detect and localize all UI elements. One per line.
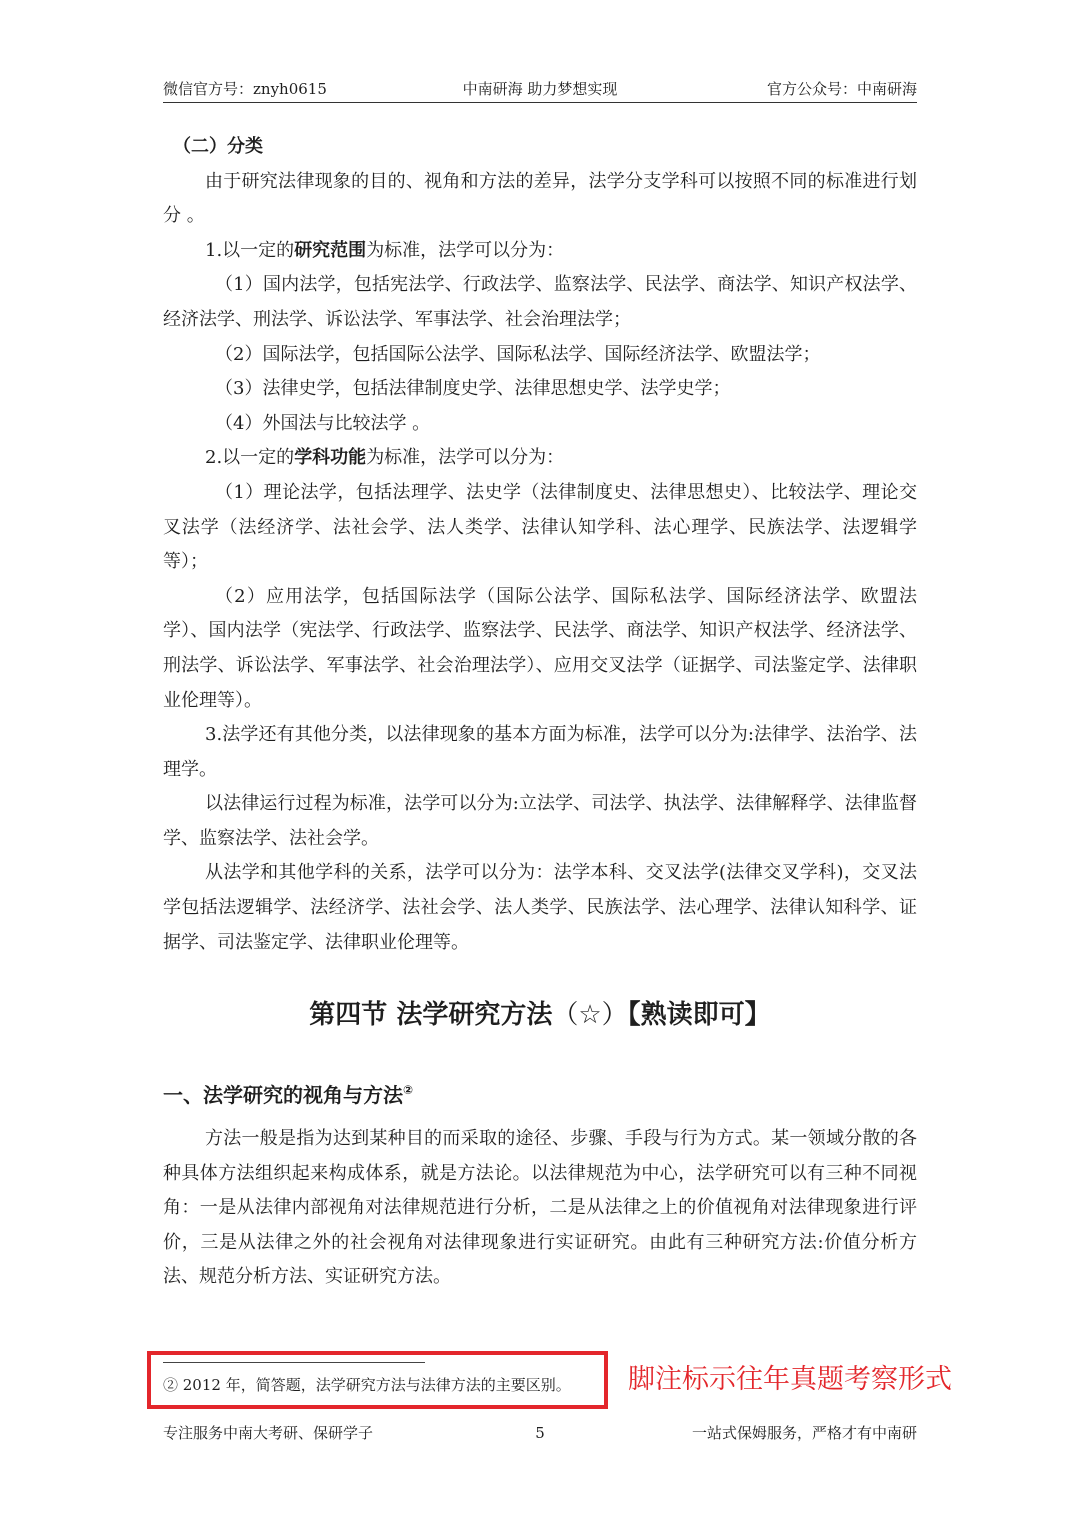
footer-left: 专注服务中南大考研、保研学子 <box>163 1424 374 1442</box>
standard-1 <box>163 234 917 269</box>
subsection-heading-text: 一、法学研究的视角与方法 <box>163 1083 403 1107</box>
standard-2-post: 为标准，法学可以分为： <box>366 447 565 469</box>
standard-1-item: （1）国内法学，包括宪法学、行政法学、监察法学、民法学、商法学、知识产权法学、经济法学、刑法学、诉讼法学、军事法学、社会治理法学； <box>163 274 917 330</box>
standard-1-item: （4）外国法与比较法学 。 <box>215 412 431 434</box>
page-header <box>163 78 917 103</box>
standard-2 <box>163 441 917 476</box>
header-slogan: 中南研海 助力梦想实现 <box>462 80 618 98</box>
standard-1-item: （3）法律史学，包括法律制度史学、法律思想史学、法学史学； <box>215 378 731 400</box>
standard-1-item: （2）国际法学，包括国际公法学、国际私法学、国际经济法学、欧盟法学； <box>215 343 821 365</box>
classification-heading: （二）分类 <box>173 136 263 157</box>
standard-2-item: （2）应用法学，包括国际法学（国际公法学、国际私法学、国际经济法学、欧盟法学）、国内法学（宪法学、行政法学、监察法学、民法学、商法学、知识产权法学、经济法学、刑法学、诉讼法学、军事法学、社会治理法学）、应用交叉法学（证据学、司法鉴定学、法律职业伦理等）。 <box>163 585 917 711</box>
method-section <box>163 1122 917 1295</box>
header-wechat-id: 微信官方号：znyh0615 <box>163 80 327 98</box>
footnote-marker[interactable]: ② <box>403 1083 414 1097</box>
section-title-text: 第四节 法学研究方法 <box>309 1000 553 1030</box>
section-title <box>163 995 917 1035</box>
standard-2-keyword: 学科功能 <box>294 447 367 469</box>
standard-1-pre: 1.以一定的 <box>205 239 295 261</box>
standard-relation: 从法学和其他学科的关系，法学可以分为：法学本科、交叉法学(法律交叉学科)，交叉法学包括法逻辑学、法经济学、法社会学、法人类学、民族法学、法心理学、法律认知科学、证据学、司法鉴定学、法律职业伦理等。 <box>163 862 917 953</box>
page-footer <box>163 1421 917 1445</box>
method-paragraph: 方法一般是指为达到某种目的而采取的途径、步骤、手段与行为方式。某一领域分散的各种具体方法组织起来构成体系，就是方法论。以法律规范为中心，法学研究可以有三种不同视角：一是从法律内部视角对法律规范进行分析，二是从法律之上的价值视角对法律现象进行评价，三是从法律之外的社会视角对法律现象进行实证研究。由此有三种研究方法:价值分析方法、规范分析方法、实证研究方法。 <box>163 1128 917 1288</box>
star-mark: （☆） <box>552 1000 628 1030</box>
footnote-annotation: 脚注标示往年真题考察形式 <box>628 1364 952 1395</box>
section-tag: 【熟读即可】 <box>627 1000 771 1030</box>
footnote-highlight-box <box>147 1351 608 1409</box>
standard-2-pre: 2.以一定的 <box>205 447 295 469</box>
header-account: 官方公众号：中南研海 <box>766 80 917 98</box>
subsection-heading <box>163 1074 413 1111</box>
standard-2-item: （1）理论法学，包括法理学、法史学（法律制度史、法律思想史）、比较法学、理论交叉法学（法经济学、法社会学、法人类学、法律认知学科、法心理学、民族法学、法逻辑学等）； <box>163 481 917 573</box>
standard-3: 3.法学还有其他分类，以法律现象的基本方面为标准，法学可以分为:法律学、法治学、法理学。 <box>163 724 917 780</box>
standard-process: 以法律运行过程为标准，法学可以分为:立法学、司法学、执法学、法律解释学、法律监督学、监察法学、法社会学。 <box>163 793 917 849</box>
footer-right: 一站式保姆服务，严格才有中南研 <box>691 1424 917 1442</box>
standard-1-post: 为标准，法学可以分为： <box>366 239 565 261</box>
footnote-text: ② 2012 年，简答题，法学研究方法与法律方法的主要区别。 <box>163 1376 571 1394</box>
classification-intro: 由于研究法律现象的目的、视角和方法的差异，法学分支学科可以按照不同的标准进行划分 。 <box>163 170 917 227</box>
classification-section <box>163 130 917 960</box>
page-number: 5 <box>535 1424 545 1442</box>
standard-1-keyword: 研究范围 <box>294 239 367 261</box>
